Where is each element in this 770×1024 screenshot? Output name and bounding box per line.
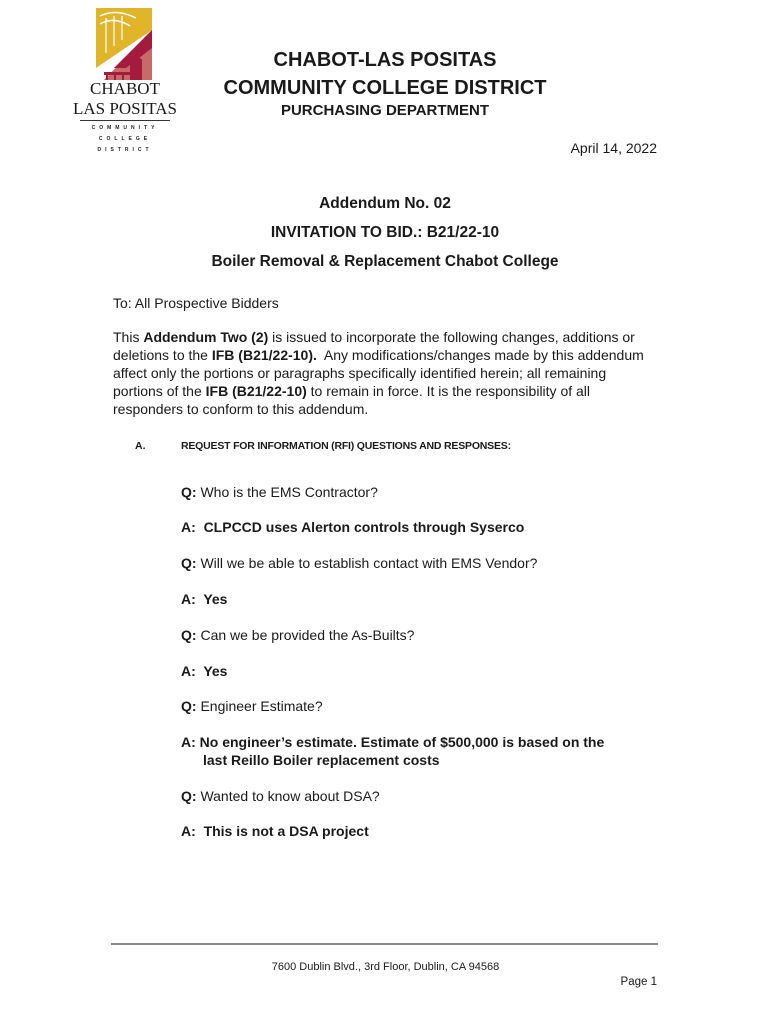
intro-text: to remain in force. It is the responsibility of all responders to conform to this addendum. [113,383,591,417]
intro-bold-ifb: IFB (B21/22-10). [211,347,317,363]
answer-3 [181,662,651,680]
question-label: Q: [181,627,197,643]
question-label: Q: [181,698,197,714]
answer-text: This is not a DSA project [203,823,369,839]
intro-bold-ifb: IFB (B21/22-10) [205,383,307,399]
department-name: PURCHASING DEPARTMENT [280,102,490,119]
logo-text-las-positas: LAS POSITAS [73,99,177,118]
recipient-line: To: All Prospective Bidders [113,295,279,311]
section-heading: REQUEST FOR INFORMATION (RFI) QUESTIONS AND RESPONSES: [181,440,511,452]
logo-text-chabot: CHABOT [90,79,160,98]
college-logo-icon [96,8,152,80]
addendum-title: Addendum No. 02 [319,195,451,212]
answer-label: A: [181,823,196,839]
logo-divider [80,120,170,121]
answer-1 [181,518,651,536]
answer-5 [181,822,651,840]
intro-text: This [113,329,144,345]
answer-label: A: [181,591,196,607]
district-logo [70,6,180,156]
document-date: April 14, 2022 [570,140,657,156]
question-4 [181,697,651,715]
answer-text: Yes [203,663,228,679]
intro-paragraph [113,328,658,418]
logo-text-community: COMMUNITY [91,125,159,131]
intro-text: Any modifications/changes made by this addendum affect only the portions or paragraphs specifically identified herein; all remaining portions of the [113,347,648,399]
answer-label: A: [181,519,196,535]
footer-divider [111,943,658,945]
answer-2 [181,590,651,608]
page-number: Page 1 [620,976,657,988]
question-text: Can we be provided the As-Builts? [200,627,415,643]
intro-bold-addendum: Addendum Two (2) [143,329,269,345]
question-label: Q: [181,555,197,571]
invitation-to-bid: INVITATION TO BID.: B21/22-10 [270,224,500,241]
section-letter: A. [135,440,146,452]
question-text: Wanted to know about DSA? [200,788,380,804]
answer-4 [181,733,651,769]
question-text: Who is the EMS Contractor? [200,484,378,500]
answer-text: Yes [203,591,228,607]
org-name-line2: COMMUNITY COLLEGE DISTRICT [223,77,547,99]
footer-address: 7600 Dublin Blvd., 3rd Floor, Dublin, CA 94568 [271,961,500,973]
answer-text: No engineer’s estimate. Estimate of $500,000 is based on the [199,734,605,750]
answer-label: A: [181,663,196,679]
intro-text: is issued to incorporate the following changes, additions or deletions to the [113,329,635,363]
question-5 [181,787,651,805]
question-label: Q: [181,484,197,500]
question-3 [181,626,651,644]
question-text: Engineer Estimate? [200,698,323,714]
answer-label: A: [181,734,196,750]
question-1 [181,483,651,501]
logo-text-district: DISTRICT [97,147,153,153]
answer-text: CLPCCD uses Alerton controls through Syserco [203,519,525,535]
question-2 [181,554,651,572]
question-text: Will we be able to establish contact with EMS Vendor? [200,555,538,571]
project-title: Boiler Removal & Replacement Chabot College [211,253,559,270]
answer-text-continued: last Reillo Boiler replacement costs [203,752,440,768]
question-label: Q: [181,788,197,804]
logo-text-college: COLLEGE [98,136,152,142]
org-name-line1: CHABOT-LAS POSITAS [273,49,497,71]
